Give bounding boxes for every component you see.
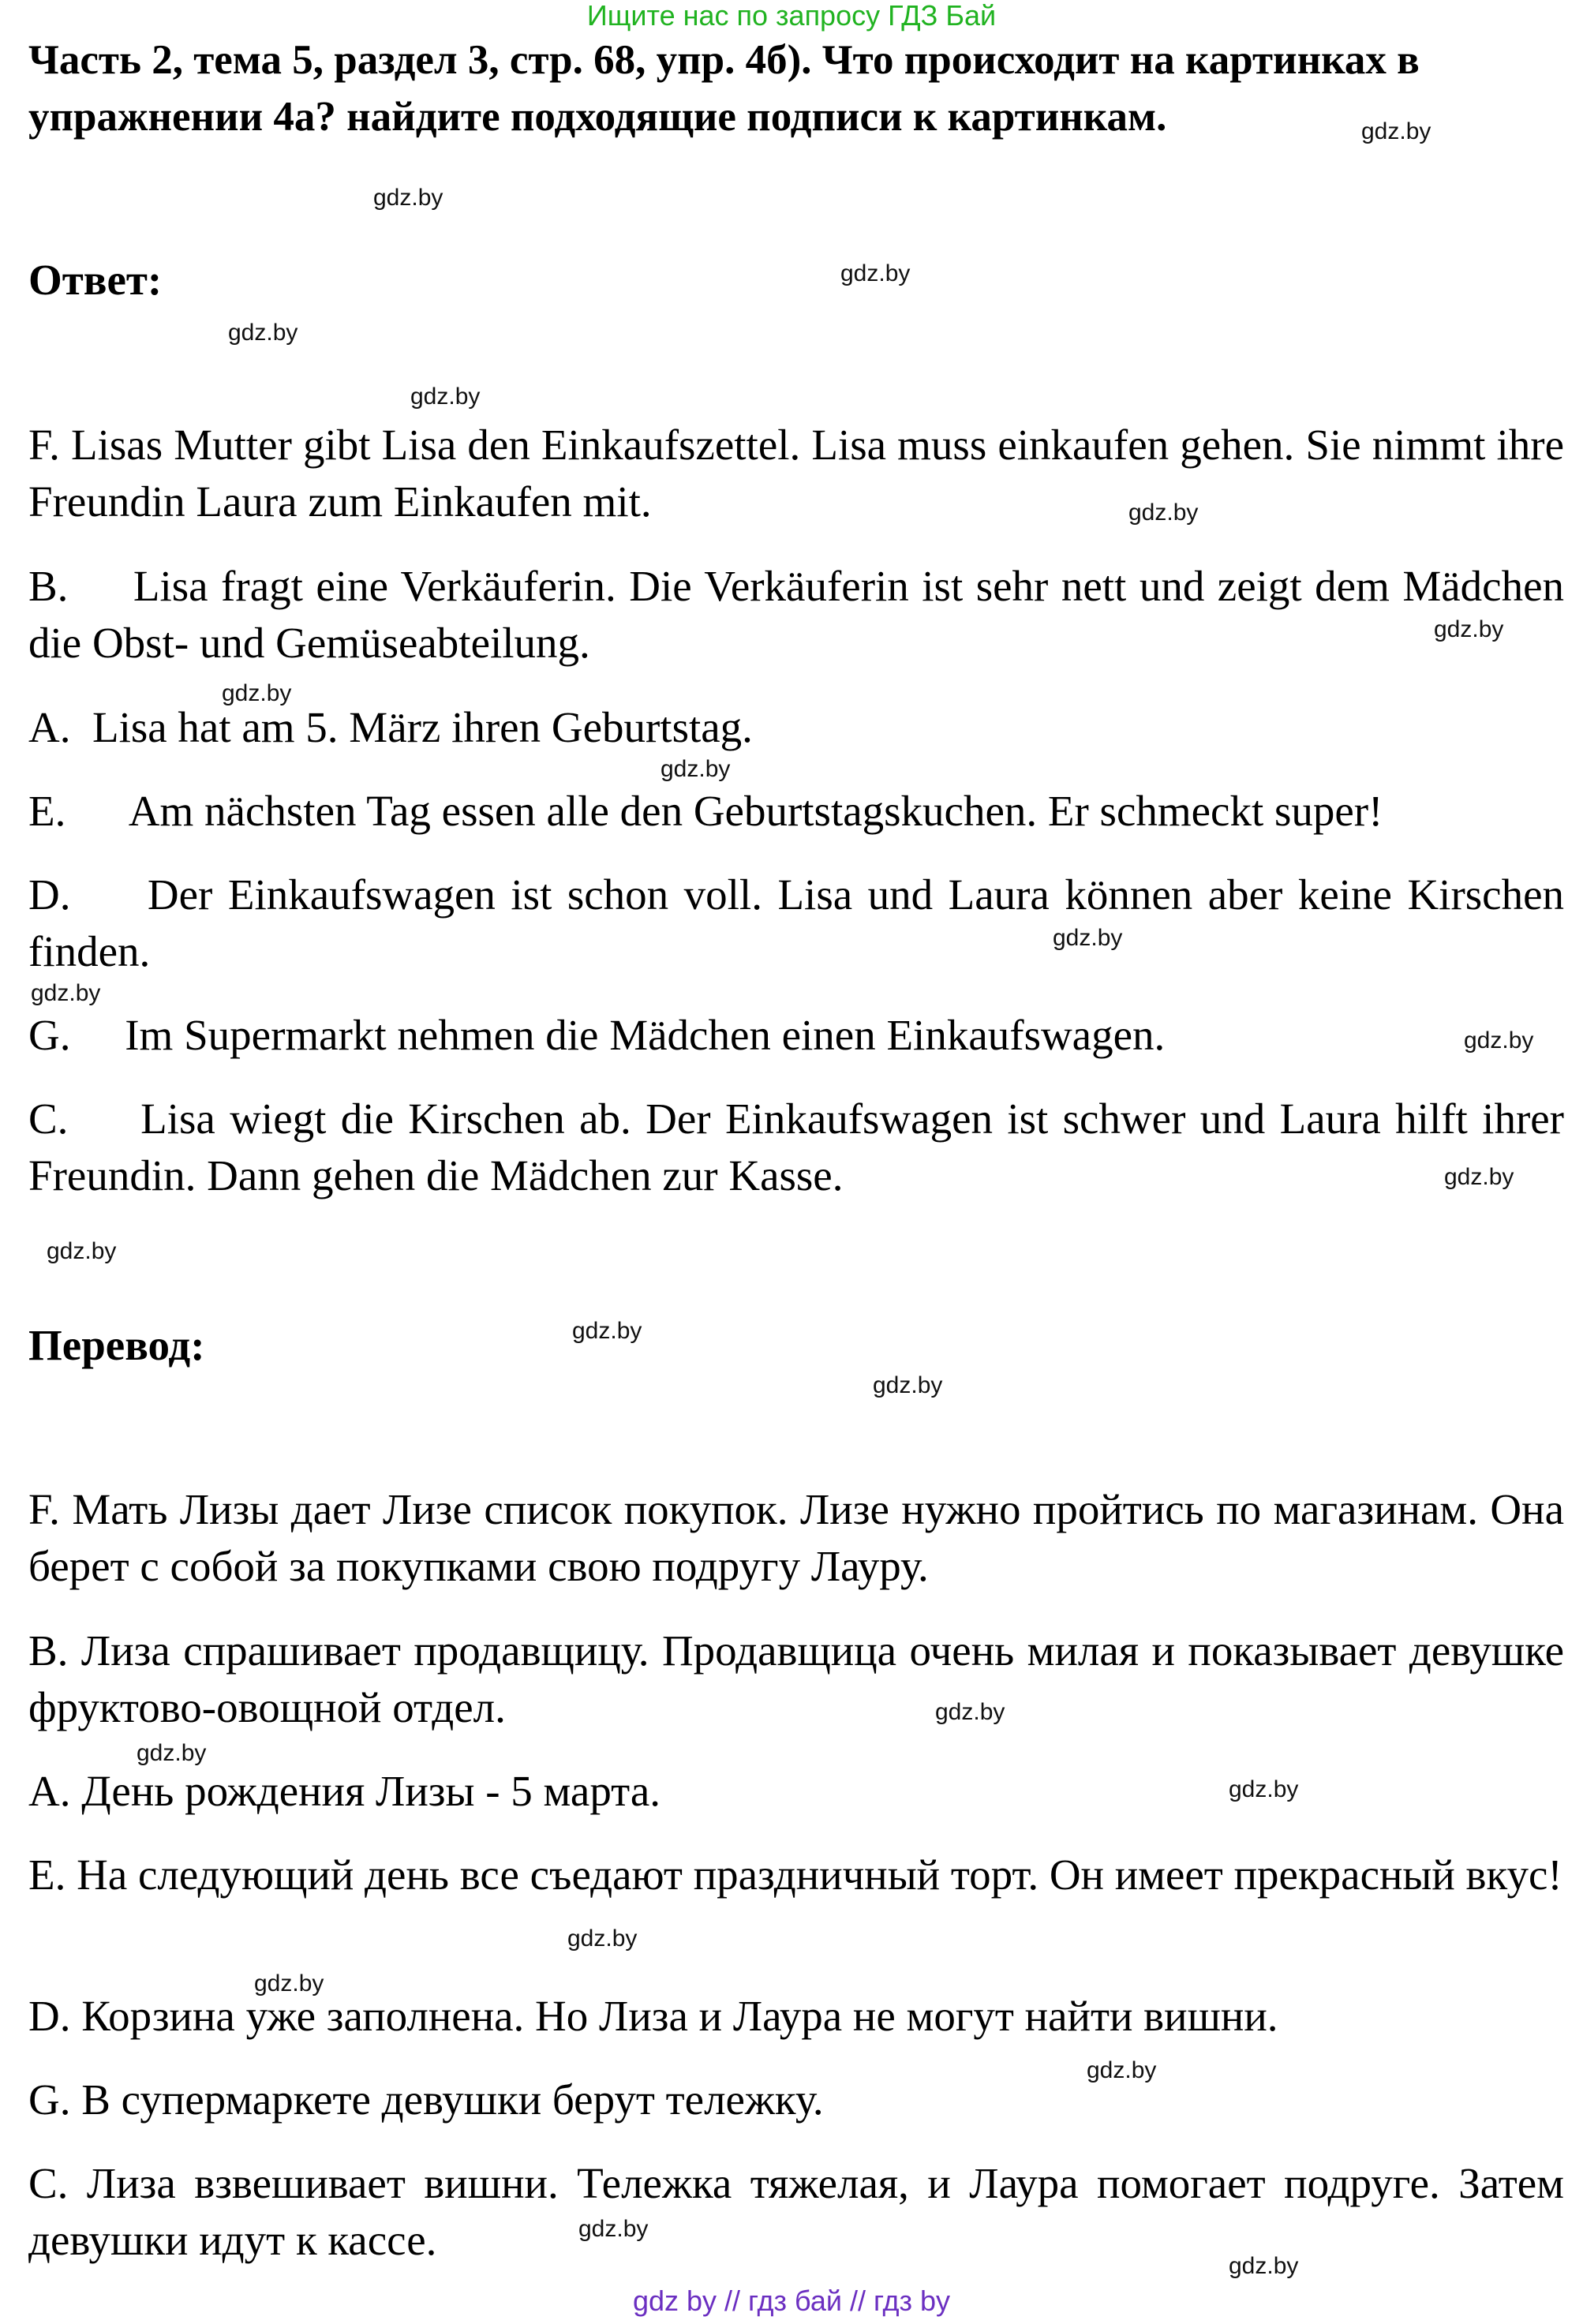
answer-paragraph-c: C. Lisa wiegt die Kirschen ab. Der Einkaufswagen ist schwer und Laura hilft ihrer Freundin. Dann gehen die Mädchen zur Kasse. — [28, 1095, 1575, 1199]
translation-paragraph-d: D. Корзина уже заполнена. Но Лиза и Лаура не могут найти вишни. — [28, 1992, 1278, 2040]
watermark: gdz.by — [1444, 1164, 1514, 1190]
watermark: gdz.by — [137, 1740, 207, 1766]
translation-paragraph-f: F. Мать Лизы дает Лизе список покупок. Лизе нужно пройтись по магазинам. Она берет с собой за покупками свою подругу Лауру. — [28, 1485, 1575, 1590]
watermark: gdz.by — [1229, 1776, 1299, 1802]
translation-paragraph-g: G. В супермаркете девушки берут тележку. — [28, 2075, 824, 2124]
answer-heading: Ответ: — [28, 256, 163, 304]
watermark: gdz.by — [572, 1318, 642, 1344]
answer-paragraph-d: D. Der Einkaufswagen ist schon voll. Lisa und Laura können aber keine Kirschen finden. — [28, 870, 1575, 975]
watermark: gdz.by — [373, 185, 443, 211]
watermark: gdz.by — [1053, 925, 1123, 951]
watermark: gdz.by — [661, 756, 731, 782]
answer-paragraph-a: A. Lisa hat am 5. März ihren Geburtstag. — [28, 703, 753, 751]
translation-paragraph-e: E. На следующий день все съедают праздничный торт. Он имеет прекрасный вкус! — [28, 1851, 1562, 1899]
watermark: gdz.by — [1361, 118, 1431, 144]
watermark: gdz.by — [840, 260, 911, 286]
translation-heading: Перевод: — [28, 1321, 205, 1369]
watermark: gdz.by — [1087, 2057, 1157, 2083]
answer-paragraph-b: B. Lisa fragt eine Verkäuferin. Die Verkäuferin ist sehr nett und zeigt dem Mädchen die Obst- und Gemüseabteilung. — [28, 562, 1575, 667]
watermark: gdz.by — [31, 980, 101, 1006]
translation-paragraph-c: C. Лиза взвешивает вишни. Тележка тяжелая, и Лаура помогает подруге. Затем девушки идут к кассе. — [28, 2159, 1575, 2264]
exercise-title: Часть 2, тема 5, раздел 3, стр. 68, упр. 4б). Что происходит на картинках в упражнении 4а? найдите подходящие подписи к картинкам. — [28, 37, 1420, 140]
watermark: gdz.by — [578, 2216, 649, 2242]
translation-paragraph-a: A. День рождения Лизы - 5 марта. — [28, 1767, 661, 1815]
watermark: gdz.by — [228, 320, 298, 346]
watermark: gdz.by — [873, 1372, 943, 1398]
footer-links: gdz by // гдз бай // гдз by — [632, 2285, 951, 2317]
watermark: gdz.by — [1229, 2253, 1299, 2279]
translation-paragraph-b: B. Лиза спрашивает продавщицу. Продавщица очень милая и показывает девушке фруктово-овощной отдел. — [28, 1626, 1575, 1731]
top-banner: Ищите нас по запросу ГДЗ Бай — [586, 0, 997, 32]
watermark: gdz.by — [935, 1699, 1005, 1725]
watermark: gdz.by — [1464, 1027, 1534, 1053]
answer-paragraph-g: G. Im Supermarkt nehmen die Mädchen einen Einkaufswagen. — [28, 1011, 1166, 1059]
watermark: gdz.by — [410, 384, 481, 410]
watermark: gdz.by — [254, 1970, 324, 1997]
watermark: gdz.by — [1128, 500, 1199, 526]
answer-paragraph-f: F. Lisas Mutter gibt Lisa den Einkaufszettel. Lisa muss einkaufen gehen. Sie nimmt ihre Freundin Laura zum Einkaufen mit. — [28, 421, 1575, 526]
watermark: gdz.by — [1434, 616, 1504, 642]
watermark: gdz.by — [222, 680, 292, 706]
watermark: gdz.by — [47, 1238, 117, 1264]
watermark: gdz.by — [567, 1925, 638, 1952]
answer-paragraph-e: E. Am nächsten Tag essen alle den Geburtstagskuchen. Er schmeckt super! — [28, 787, 1383, 835]
